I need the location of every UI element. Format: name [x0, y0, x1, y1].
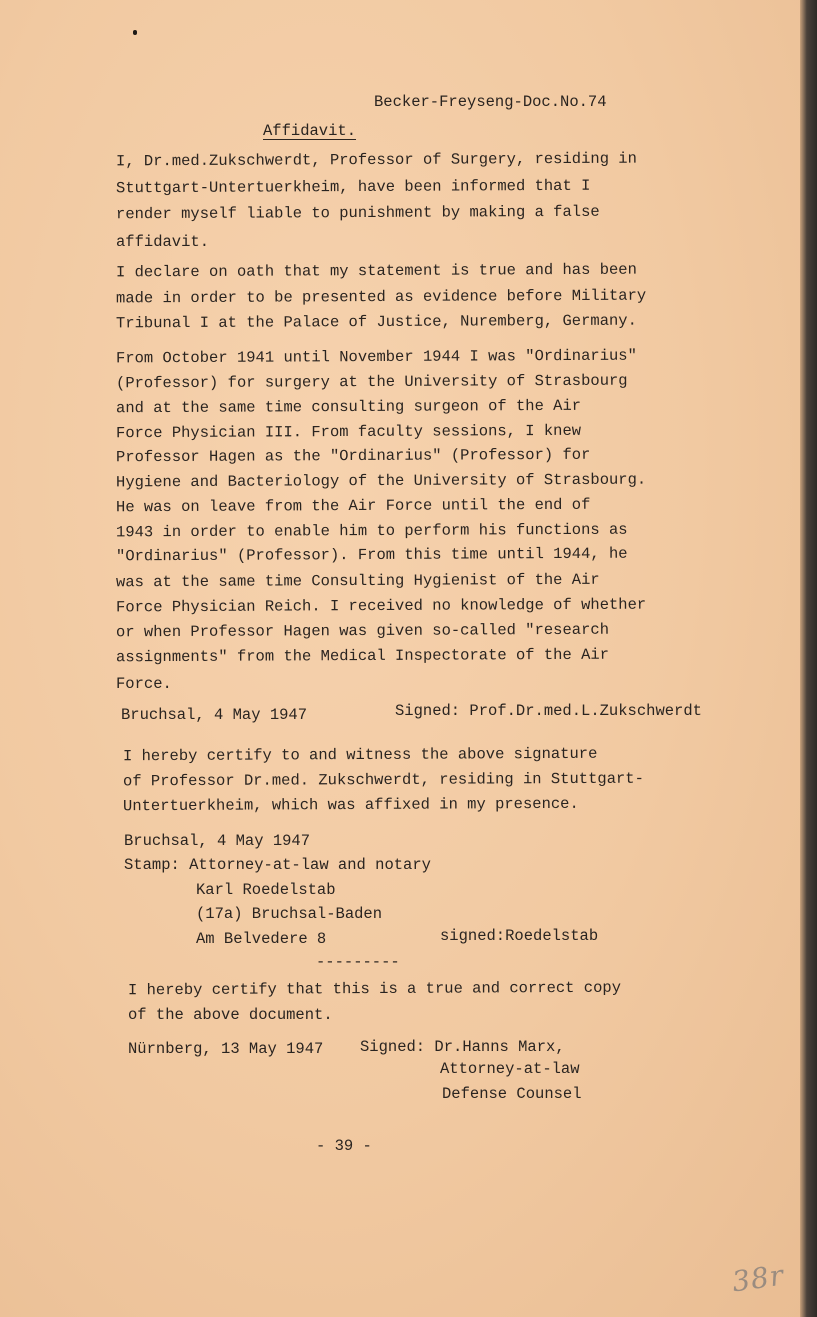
certify1-line: I hereby certify to and witness the above signature — [122, 744, 598, 766]
notary-signed: signed:Roedelstab — [440, 927, 599, 945]
para3-line: He was on leave from the Air Force until the end of — [115, 495, 591, 517]
para3-line: assignments" from the Medical Inspectorate of the Air — [115, 645, 610, 667]
signature2-role: Defense Counsel — [442, 1085, 582, 1103]
page-edge-shadow — [800, 0, 817, 1317]
divider: --------- — [316, 953, 400, 971]
para3-line: "Ordinarius" (Professor). From this time until 1944, he — [115, 544, 628, 566]
para3-line: Force Physician III. From faculty sessions, I knew — [115, 421, 582, 443]
notary-street: Am Belvedere 8 — [196, 930, 327, 948]
notary-name: Karl Roedelstab — [196, 881, 336, 899]
signature2-signed: Signed: Dr.Hanns Marx, — [360, 1038, 565, 1056]
document-title: Affidavit. — [263, 122, 357, 140]
para3-line: Force. — [116, 675, 172, 693]
para2-line: Tribunal I at the Palace of Justice, Nuremberg, Germany. — [115, 311, 637, 333]
para3-line: From October 1941 until November 1944 I was "Ordinarius" — [115, 346, 637, 368]
notary-place-date: Bruchsal, 4 May 1947 — [124, 832, 311, 850]
doc-reference: Becker-Freyseng-Doc.No.74 — [374, 93, 607, 111]
para3-line: was at the same time Consulting Hygienist of the Air — [115, 570, 600, 592]
para1-line: render myself liable to punishment by making a false — [115, 202, 600, 224]
para1-line: I, Dr.med.Zukschwerdt, Professor of Surgery, residing in — [115, 149, 637, 171]
para3-line: Force Physician Reich. I received no knowledge of whether — [115, 595, 647, 617]
notary-city: (17a) Bruchsal-Baden — [196, 905, 383, 923]
para1-line: Stuttgart-Untertuerkheim, have been informed that I — [115, 176, 591, 198]
para3-line: Professor Hagen as the "Ordinarius" (Professor) for — [115, 445, 591, 467]
para3-line: or when Professor Hagen was given so-called "research — [115, 620, 610, 642]
para3-line: Hygiene and Bacteriology of the University of Strasbourg. — [115, 470, 647, 492]
signature1-place-date: Bruchsal, 4 May 1947 — [121, 706, 308, 724]
handwritten-folio-number: 38r — [729, 1258, 787, 1299]
para3-line: 1943 in order to enable him to perform his functions as — [115, 520, 628, 542]
para2-line: I declare on oath that my statement is true and has been — [115, 260, 637, 282]
signature2-title: Attorney-at-law — [440, 1060, 580, 1078]
para1-line: affidavit. — [116, 233, 210, 251]
page-number: - 39 - — [316, 1137, 372, 1155]
notary-stamp-line: Stamp: Attorney-at-law and notary — [124, 856, 431, 874]
para3-line: (Professor) for surgery at the University of Strasbourg — [115, 371, 628, 393]
signature1-signed: Signed: Prof.Dr.med.L.Zukschwerdt — [395, 702, 702, 720]
para2-line: made in order to be presented as evidence before Military — [115, 286, 647, 308]
certify1-line: of Professor Dr.med. Zukschwerdt, residing in Stuttgart- — [122, 769, 644, 791]
certify1-line: Untertuerkheim, which was affixed in my presence. — [122, 794, 579, 816]
para3-line: and at the same time consulting surgeon of the Air — [115, 396, 582, 418]
ink-dot — [133, 30, 137, 35]
certify2-line: of the above document. — [128, 1006, 333, 1024]
signature2-place-date: Nürnberg, 13 May 1947 — [128, 1040, 324, 1058]
certify2-line: I hereby certify that this is a true and correct copy — [127, 978, 622, 1000]
